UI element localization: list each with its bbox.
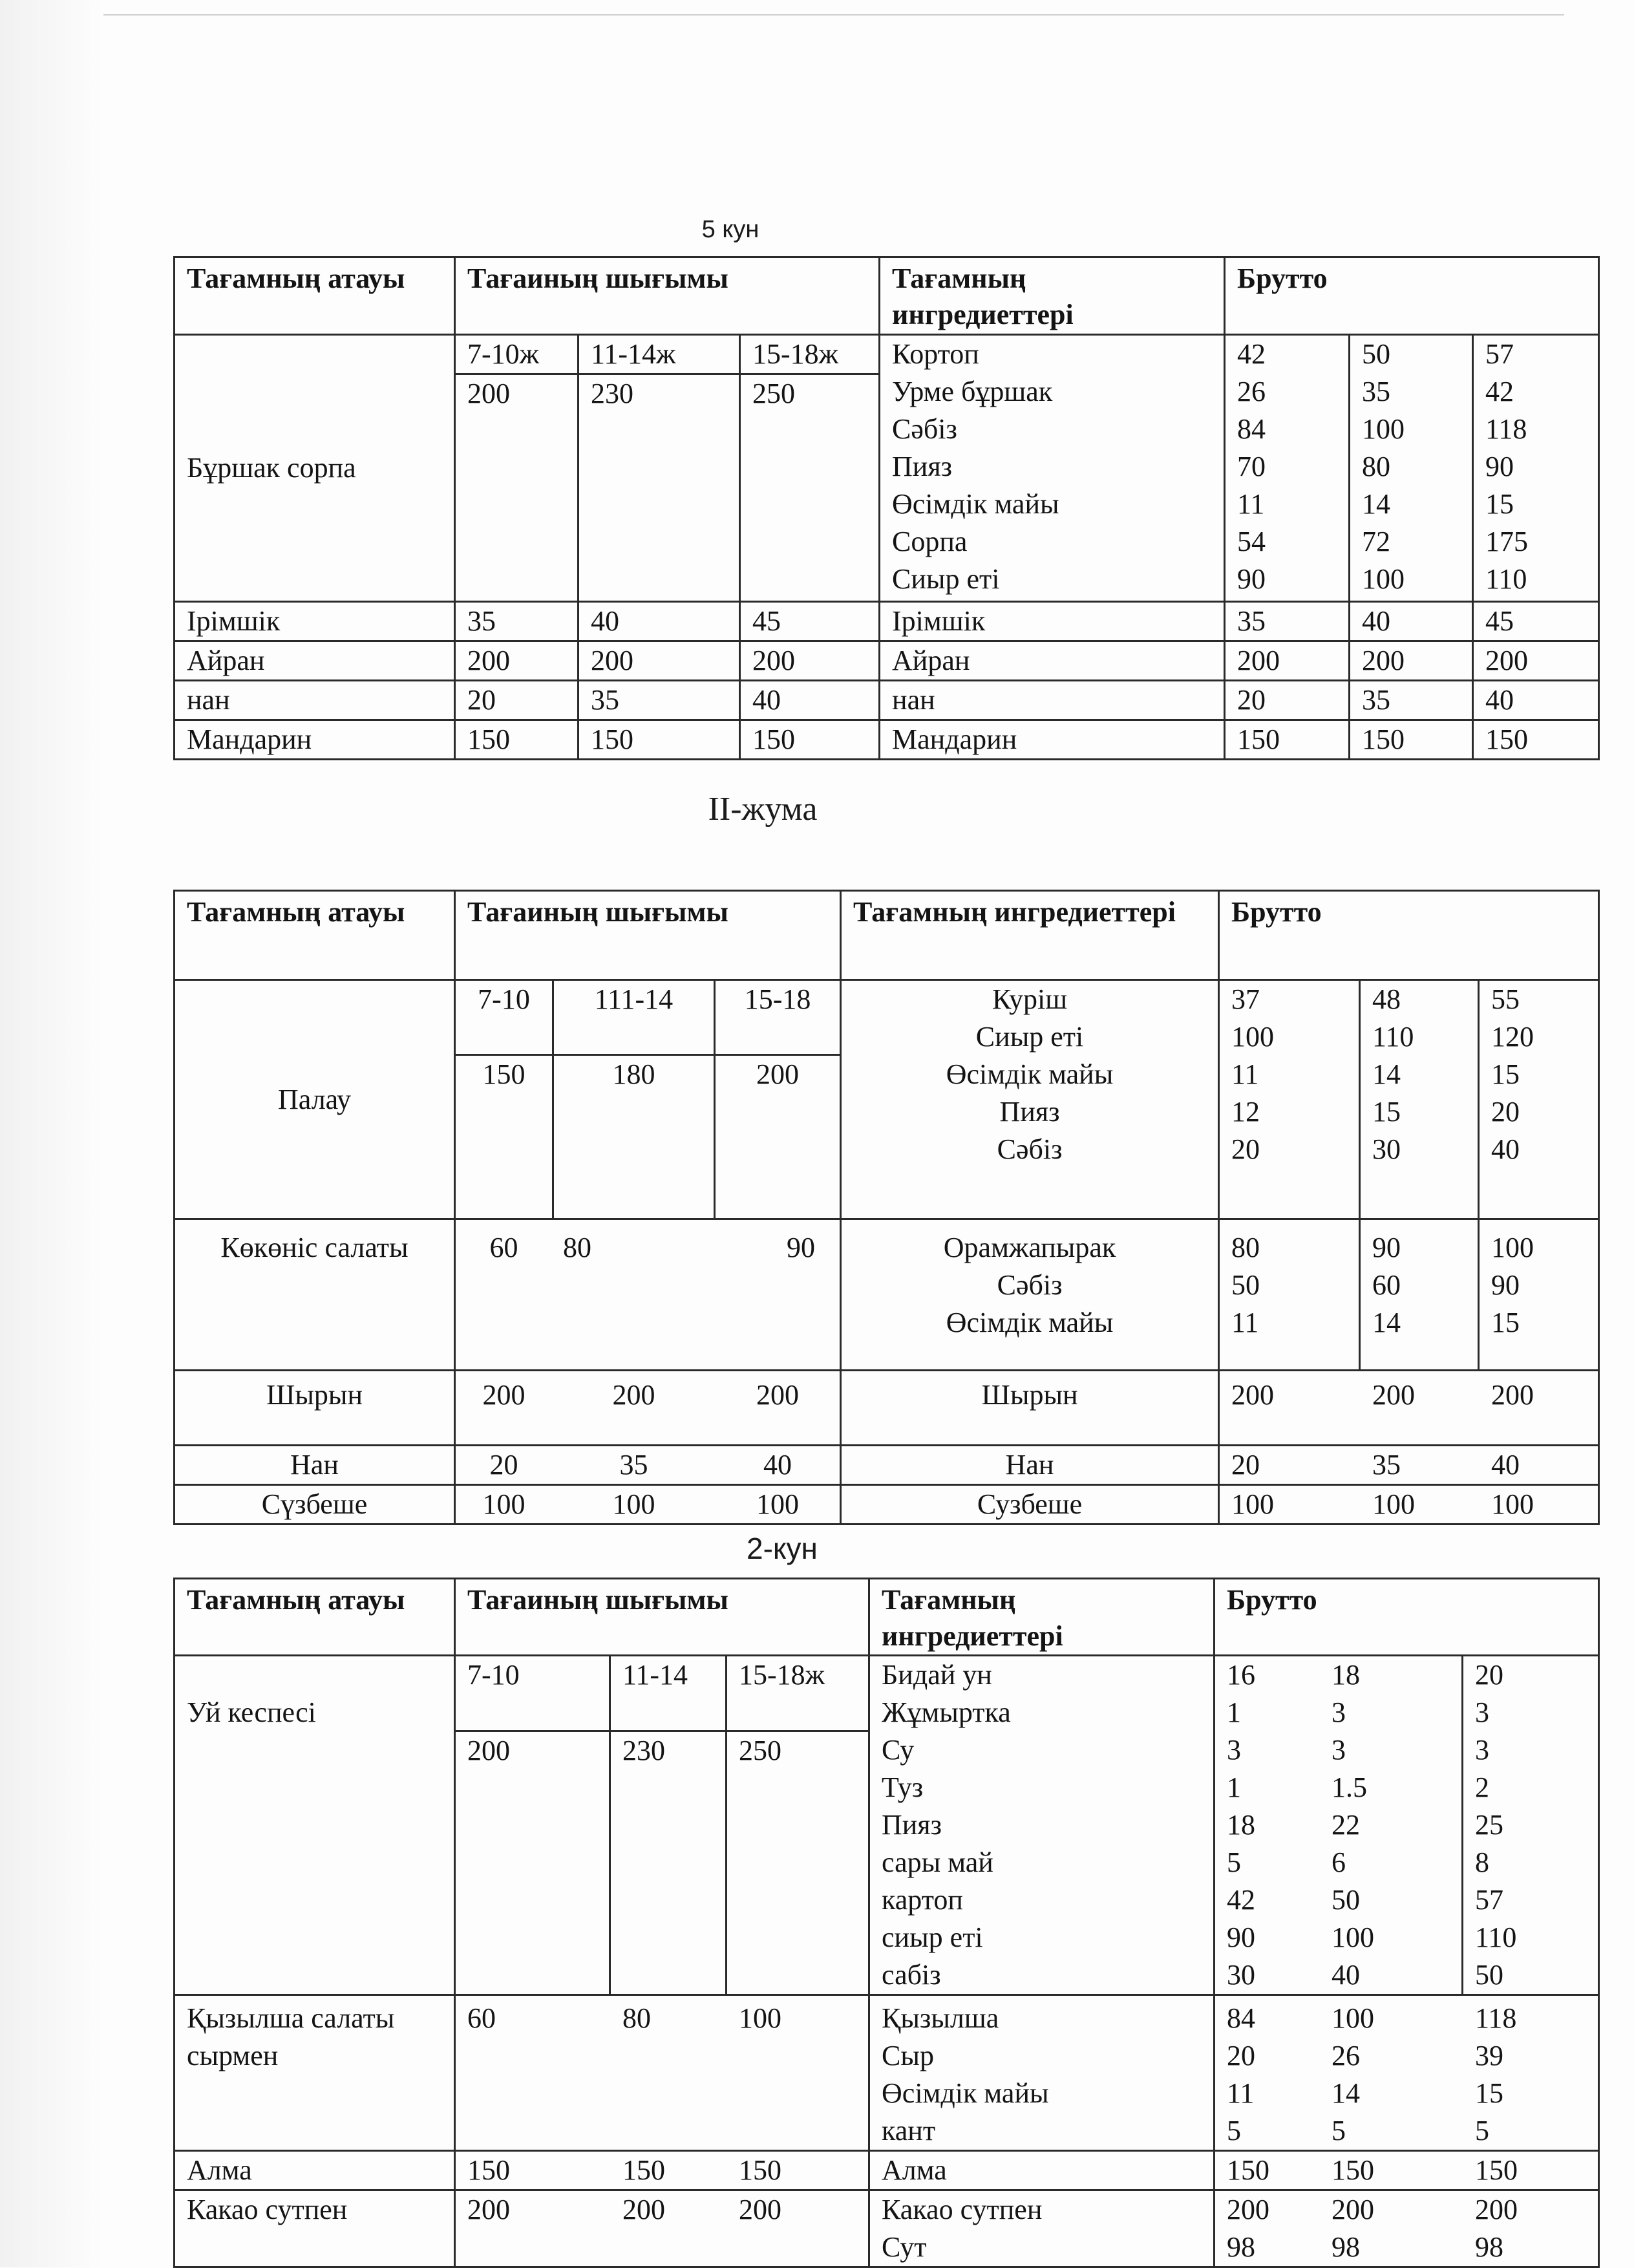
ingredient-name: нан (880, 681, 1225, 720)
age-group: 7-10 (455, 1656, 610, 1731)
brutto-value: 200 (1473, 641, 1599, 681)
brutto-value: 200 (1350, 641, 1473, 681)
yield-value: 80 (610, 1995, 727, 2151)
table-row (175, 1656, 1599, 1731)
brutto-value: 150 (1350, 720, 1473, 760)
yield-value: 150 (740, 720, 880, 760)
brutto-col-2: 200 98 (1319, 2190, 1463, 2267)
menu-table-day2 (173, 1578, 1600, 2268)
yield-value: 230 (578, 374, 740, 602)
ingredient-name: Сузбеше (841, 1485, 1219, 1524)
yield-value: 35 (455, 602, 578, 641)
brutto-col-2: 50 35 100 80 14 72 100 (1350, 335, 1473, 602)
brutto-value: 100 (1360, 1485, 1479, 1524)
dish-name: Палау (175, 980, 455, 1219)
ingredient-name: Шырын (841, 1371, 1219, 1446)
yield-value: 100 (727, 1995, 869, 2151)
age-group: 11-14ж (578, 335, 740, 374)
dish-name: Нан (175, 1446, 455, 1485)
ingredient-name: Мандарин (880, 720, 1225, 760)
ingredient-name: Нан (841, 1446, 1219, 1485)
header-brutto: Брутто (1215, 1579, 1599, 1656)
yield-value: 45 (740, 602, 880, 641)
brutto-col-1: 42 26 84 70 11 54 90 (1225, 335, 1350, 602)
yield-value: 100 (553, 1485, 715, 1524)
dish-name: Көкөніс салаты (175, 1219, 455, 1371)
dish-name: Қызылша салаты сырмен (175, 1995, 455, 2151)
table-row (175, 681, 1599, 720)
header-brutto: Брутто (1225, 257, 1599, 335)
yield-value: 150 (578, 720, 740, 760)
brutto-col-1: 16 1 3 1 18 5 42 90 30 (1215, 1656, 1319, 1995)
table-row (175, 1371, 1599, 1446)
ingredient-list: Кортоп Урме бұршак Сәбіз Пияз Өсімдік майы Сорпа Сиыр еті (880, 335, 1225, 602)
dish-name: Уй кеспесі (175, 1656, 455, 1995)
dish-name: Айран (175, 641, 455, 681)
dish-name: Алма (175, 2151, 455, 2190)
dish-name: Мандарин (175, 720, 455, 760)
brutto-col-3: 100 90 15 (1479, 1219, 1599, 1371)
yield-value: 200 (455, 1371, 553, 1446)
brutto-col-3: 55 120 15 20 40 (1479, 980, 1599, 1219)
ingredient-list: Какао сутпен Сут (869, 2190, 1215, 2267)
age-group: 15-18 (715, 980, 841, 1055)
yield-value: 40 (740, 681, 880, 720)
yield-value: 250 (727, 1731, 869, 1995)
yield-value: 200 (610, 2190, 727, 2267)
brutto-value: 200 (1360, 1371, 1479, 1446)
brutto-value: 20 (1219, 1446, 1360, 1485)
header-row (175, 1579, 1599, 1656)
yield-value: 20 (455, 681, 578, 720)
yield-value: 150 (727, 2151, 869, 2190)
header-yield: Тағаиның шығымы (455, 257, 880, 335)
yield-value: 60 (455, 1995, 610, 2151)
age-group: 7-10 (455, 980, 553, 1055)
table-row (175, 1219, 1599, 1371)
yield-value: 200 (455, 1731, 610, 1995)
table-row (175, 1446, 1599, 1485)
yield-value: 150 (455, 2151, 610, 2190)
brutto-col-3: 118 39 15 5 (1463, 1995, 1599, 2151)
dish-name: Шырын (175, 1371, 455, 1446)
brutto-col-2: 18 3 3 1.5 22 6 50 100 40 (1319, 1656, 1463, 1995)
yield-value: 200 (455, 641, 578, 681)
header-row (175, 891, 1599, 980)
table-row (175, 335, 1599, 374)
section-title: II-жума (708, 791, 818, 828)
yield-value: 250 (740, 374, 880, 602)
ingredient-list: Қызылша Сыр Өсімдік майы кант (869, 1995, 1215, 2151)
brutto-value: 200 (1479, 1371, 1599, 1446)
brutto-value: 100 (1479, 1485, 1599, 1524)
brutto-value: 200 (1219, 1371, 1360, 1446)
yield-value: 35 (553, 1446, 715, 1485)
age-group: 11-14 (610, 1656, 727, 1731)
brutto-col-2: 48 110 14 15 30 (1360, 980, 1479, 1219)
ingredient-name: Алма (869, 2151, 1215, 2190)
header-name: Тағамның атауы (175, 1579, 455, 1656)
scan-shadow (0, 0, 103, 2267)
table-row (175, 641, 1599, 681)
table-row (175, 1995, 1599, 2151)
header-row (175, 257, 1599, 335)
header-ingredients: Тағамның ингредиеттері (869, 1579, 1215, 1656)
brutto-value: 150 (1215, 2151, 1319, 2190)
scan-edge-line (103, 14, 1564, 16)
brutto-value: 40 (1473, 681, 1599, 720)
yield-value: 35 (578, 681, 740, 720)
brutto-value: 100 (1219, 1485, 1360, 1524)
yield-value: 200 (553, 1371, 715, 1446)
brutto-col-3: 200 98 (1463, 2190, 1599, 2267)
header-ingredients: Тағамның ингредиеттері (880, 257, 1225, 335)
yield-value: 40 (715, 1446, 841, 1485)
yield-value: 200 (578, 641, 740, 681)
yield-value: 100 (455, 1485, 553, 1524)
header-yield: Тағаиның шығымы (455, 891, 841, 980)
yield-value: 200 (727, 2190, 869, 2267)
yield-value: 40 (578, 602, 740, 641)
dish-name: нан (175, 681, 455, 720)
yield-value: 200 (740, 641, 880, 681)
section-title: 5 кун (701, 216, 759, 243)
age-group: 15-18ж (740, 335, 880, 374)
yield-value: 60 (455, 1219, 553, 1371)
brutto-value: 40 (1350, 602, 1473, 641)
yield-value: 150 (610, 2151, 727, 2190)
ingredient-list: Бидай ун Жұмыртка Су Туз Пияз сары май картоп сиыр еті сабіз (869, 1656, 1215, 1995)
ingredient-name: Айран (880, 641, 1225, 681)
brutto-col-2: 100 26 14 5 (1319, 1995, 1463, 2151)
yield-value: 200 (455, 2190, 610, 2267)
table-row (175, 2151, 1599, 2190)
brutto-value: 35 (1225, 602, 1350, 641)
header-brutto: Брутто (1219, 891, 1599, 980)
brutto-value: 20 (1225, 681, 1350, 720)
yield-value: 80 (553, 1219, 715, 1371)
header-ingredients: Тағамның ингредиеттері (841, 891, 1219, 980)
brutto-value: 40 (1479, 1446, 1599, 1485)
dish-name: Ірімшік (175, 602, 455, 641)
table-row (175, 980, 1599, 1055)
brutto-value: 150 (1473, 720, 1599, 760)
yield-value: 180 (553, 1055, 715, 1219)
header-name: Тағамның атауы (175, 257, 455, 335)
table-row (175, 2190, 1599, 2267)
ingredient-list: Орамжапырак Сәбіз Өсімдік майы (841, 1219, 1219, 1371)
brutto-col-2: 90 60 14 (1360, 1219, 1479, 1371)
brutto-col-3: 57 42 118 90 15 175 110 (1473, 335, 1599, 602)
yield-value: 20 (455, 1446, 553, 1485)
yield-value: 100 (715, 1485, 841, 1524)
menu-table-week2 (173, 890, 1600, 1525)
table-row (175, 1485, 1599, 1524)
yield-value: 90 (715, 1219, 841, 1371)
section-title: 2-кун (747, 1532, 818, 1565)
table-row (175, 720, 1599, 760)
brutto-value: 150 (1463, 2151, 1599, 2190)
ingredient-name: Ірімшік (880, 602, 1225, 641)
table-row (175, 602, 1599, 641)
brutto-col-1: 80 50 11 (1219, 1219, 1360, 1371)
header-yield: Тағаиның шығымы (455, 1579, 869, 1656)
age-group: 7-10ж (455, 335, 578, 374)
brutto-col-1: 37 100 11 12 20 (1219, 980, 1360, 1219)
age-group: 111-14 (553, 980, 715, 1055)
dish-name: Какао сутпен (175, 2190, 455, 2267)
menu-table-day5 (173, 256, 1600, 760)
header-name: Тағамның атауы (175, 891, 455, 980)
brutto-value: 150 (1225, 720, 1350, 760)
yield-value: 150 (455, 720, 578, 760)
yield-value: 200 (455, 374, 578, 602)
yield-value: 200 (715, 1055, 841, 1219)
age-group: 15-18ж (727, 1656, 869, 1731)
brutto-value: 35 (1350, 681, 1473, 720)
brutto-value: 200 (1225, 641, 1350, 681)
brutto-col-1: 84 20 11 5 (1215, 1995, 1319, 2151)
yield-value: 230 (610, 1731, 727, 1995)
dish-name: Бұршак сорпа (175, 335, 455, 602)
brutto-value: 150 (1319, 2151, 1463, 2190)
brutto-col-1: 200 98 (1215, 2190, 1319, 2267)
dish-name: Сүзбеше (175, 1485, 455, 1524)
brutto-value: 35 (1360, 1446, 1479, 1485)
ingredient-list: Куріш Сиыр еті Өсімдік майы Пияз Сәбіз (841, 980, 1219, 1219)
yield-value: 200 (715, 1371, 841, 1446)
brutto-col-3: 20 3 3 2 25 8 57 110 50 (1463, 1656, 1599, 1995)
brutto-value: 45 (1473, 602, 1599, 641)
yield-value: 150 (455, 1055, 553, 1219)
